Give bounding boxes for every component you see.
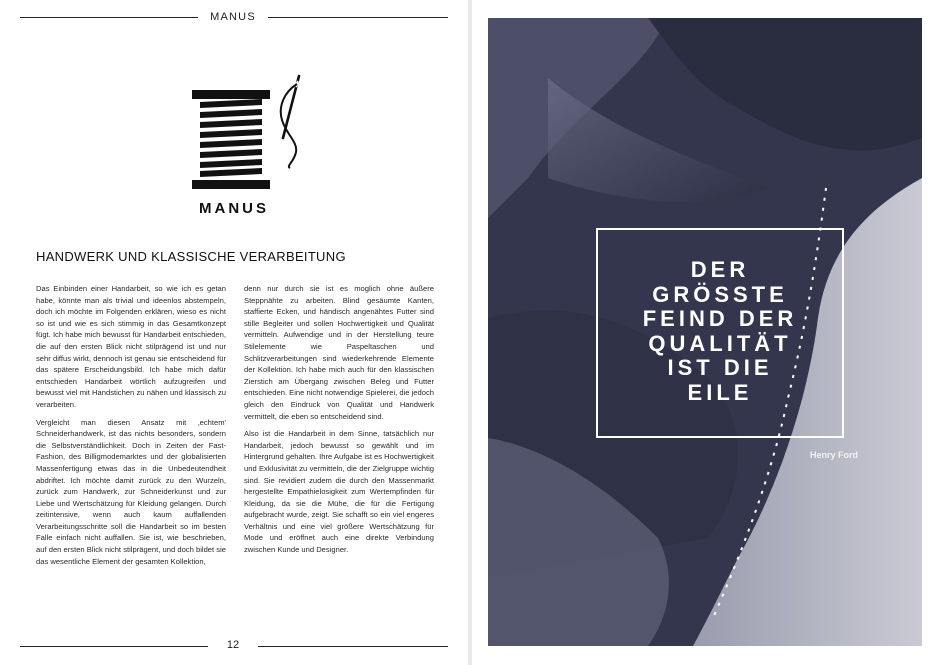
quote-line: DER <box>690 257 750 282</box>
left-page <box>0 0 468 665</box>
paragraph: denn nur durch sie ist es moglich ohne äußere Steppnähte zu arbeiten. Blind gesäumte Kanten, staffierte Ecken, und händisch angenähtes Futter sind stille Begleiter und sollen Hochwertigkeit und Qualität vermitteln. Aufwendige und in der Herstellung teure Stilelemente wie Paspeltaschen und Schlitzverarbeitungen sind wiederkehrende Elemente der Kollektion. Ich habe mich auch für den klassischen Zierstich am Übergang zwischen Beleg und Futter entschieden. Eine nicht notwendige Spielerei, die jedoch gleich den Eindruck von Qualität und Handwerk vermittelt, die eben so entscheidend sind. <box>244 284 434 421</box>
page-number: 12 <box>226 639 240 651</box>
right-page <box>472 0 940 665</box>
paragraph: Vergleicht man diesen Ansatz mit ‚echtem' Schneiderhandwerk, ist das nichts besonders, sondern die Selbstverständlichkeit. Doch in Zeiten der Fast-Fashion, des Billigmodemarktes und der globalisierten Massenfertigung etwas das in die Unbedeutendheit abdriftet. Ich möchte damit zurück zu den Wurzeln, zurück zum Handwerk, zur Schneiderkunst und zur Liebe und Wertschätzung für Kleidung gelangen. Durch zeitintensive, wenn auch kaum auffallenden Verarbeitungsschritte soll die Handarbeit so im besten Falle einfach nicht auffallen. Sie ist, wie beschrieben, auf den ersten Blick nicht stilprägent, und doch bildet sie das wesentliche Element der gesamten Kollektion, <box>36 417 226 566</box>
text-column-1 <box>36 283 226 573</box>
paragraph: Das Einbinden einer Handarbeit, so wie ich es getan habe, könnte man als trivial und ideenlos abstempeln, doch ich möchte im Folgenden erklären, wieso es nicht so ist und wie es sich stimmig in das Gesamtkonzept fügt. Ich habe mich bewusst für Handarbeit entschieden, die auf den ersten Blick nicht stilprägend ist und nur sehr diffus wirkt, dennoch ist genau sie entscheidend für das spätere Erscheidungsbild. Ich habe mich dafür entschieden Handarbeit wörtlich aufzugreifen und bewusst viel mit Handstichen zu nähen und klassisch zu verarbeiten. <box>36 284 226 409</box>
footer-rule-right <box>258 646 448 647</box>
quote-line: QUALITÄT <box>648 330 792 356</box>
text-column-2 <box>244 283 434 562</box>
quote-line: GRÖSSTE <box>652 281 788 307</box>
paragraph: Also ist die Handarbeit in dem Sinne, tatsächlich nur Handarbeit, jedoch bewusst so gewählt und im Hintergrund gehalten. Ihre Aufgabe ist es Hochwertigkeit und Exklusivität zu vermitteln, die der Zielgruppe wichtig sind. Sie revidiert zudem die durch den Massenmarkt hergestellte Empathielosigkeit zum Wertempfinden für Kleidung, da sie die Mühe, die für die Fertigung aufgebracht wurde, zeigt. Sie schafft so ein viel engeres Verhältnis und eine viel größere Wertschätzung für Mode und eröffnet auch eine direkte Verbindung zwischen Kunde und Designer. <box>244 429 434 555</box>
section-heading: HANDWERK UND KLASSISCHE VERARBEITUNG <box>36 249 346 264</box>
quote-line: FEIND DER <box>642 306 798 331</box>
header-rule-right <box>268 17 448 18</box>
fabric-photo <box>488 18 922 646</box>
footer-rule-left <box>20 646 208 647</box>
quote-text <box>600 258 840 405</box>
quote-line: EILE <box>687 379 753 405</box>
header-rule-left <box>20 17 198 18</box>
header-title: MANUS <box>210 11 256 23</box>
thread-spool-needle-icon <box>186 72 316 202</box>
quote-line: IST DIE <box>667 355 773 380</box>
quote-author: Henry Ford <box>810 450 859 460</box>
brand-name: MANUS <box>199 200 269 217</box>
